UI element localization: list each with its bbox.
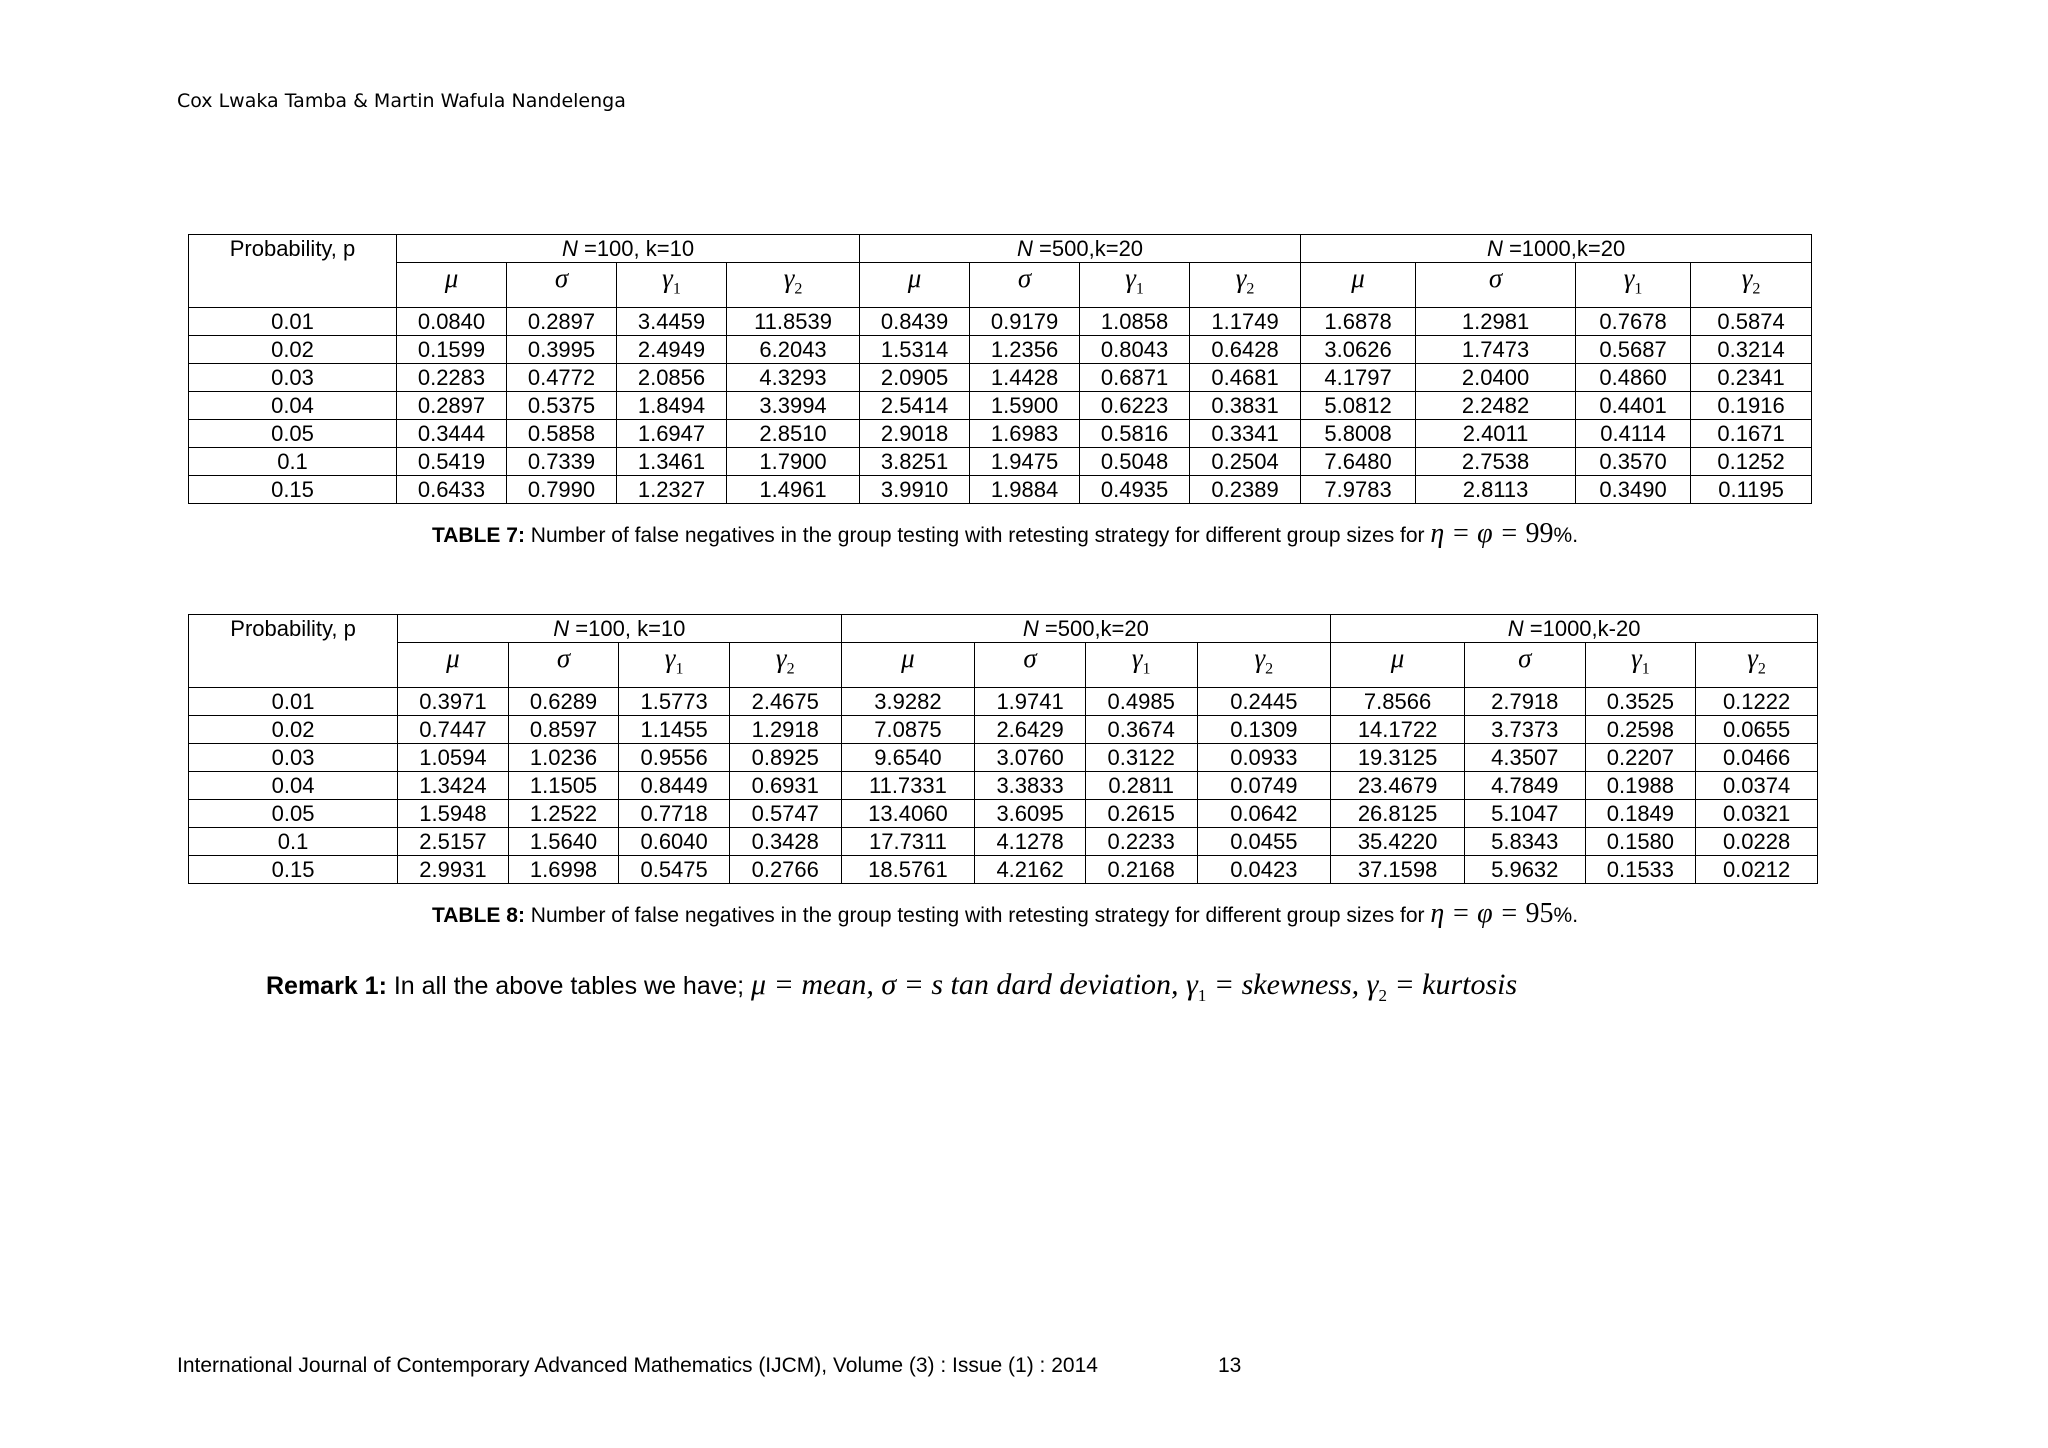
value-cell: 0.5858 — [507, 420, 617, 448]
value-cell: 0.3428 — [729, 828, 841, 856]
value-cell: 0.7339 — [507, 448, 617, 476]
value-cell: 1.9884 — [970, 476, 1080, 504]
value-cell: 0.2897 — [507, 308, 617, 336]
value-cell: 2.4949 — [617, 336, 727, 364]
value-cell: 4.2162 — [975, 856, 1086, 884]
value-cell: 2.2482 — [1416, 392, 1576, 420]
value-cell: 0.6871 — [1080, 364, 1190, 392]
value-cell: 1.0858 — [1080, 308, 1190, 336]
sigma-header: σ — [975, 643, 1086, 688]
group-header: N =100, k=10 — [397, 235, 860, 263]
gamma1-header: $\gamma_1$ — [619, 643, 730, 688]
value-cell: 2.8113 — [1416, 476, 1576, 504]
value-cell: 2.5414 — [860, 392, 970, 420]
value-cell: 0.1222 — [1696, 688, 1818, 716]
table-7 — [188, 234, 1812, 504]
value-cell: 0.4401 — [1576, 392, 1691, 420]
sigma-header: σ — [1464, 643, 1585, 688]
value-cell: 6.2043 — [727, 336, 860, 364]
value-cell: 0.4860 — [1576, 364, 1691, 392]
value-cell: 1.5948 — [398, 800, 509, 828]
value-cell: 0.1599 — [397, 336, 507, 364]
value-cell: 0.3995 — [507, 336, 617, 364]
value-cell: 1.2522 — [508, 800, 619, 828]
value-cell: 1.8494 — [617, 392, 727, 420]
value-cell: 1.6983 — [970, 420, 1080, 448]
value-cell: 11.7331 — [841, 772, 975, 800]
value-cell: 4.3293 — [727, 364, 860, 392]
value-cell: 5.8343 — [1464, 828, 1585, 856]
value-cell: 37.1598 — [1331, 856, 1465, 884]
value-cell: 1.1505 — [508, 772, 619, 800]
value-cell: 0.1988 — [1585, 772, 1696, 800]
value-cell: 7.8566 — [1331, 688, 1465, 716]
gamma2-header: $\gamma_2$ — [729, 643, 841, 688]
value-cell: 0.3831 — [1190, 392, 1301, 420]
probability-cell: 0.04 — [189, 392, 397, 420]
value-cell: 1.0594 — [398, 744, 509, 772]
value-cell: 0.2445 — [1197, 688, 1331, 716]
table-8 — [188, 614, 1818, 884]
value-cell: 0.2341 — [1691, 364, 1812, 392]
value-cell: 0.2811 — [1085, 772, 1197, 800]
value-cell: 0.0466 — [1696, 744, 1818, 772]
value-cell: 0.1533 — [1585, 856, 1696, 884]
value-cell: 0.3570 — [1576, 448, 1691, 476]
value-cell: 0.4114 — [1576, 420, 1691, 448]
value-cell: 2.0905 — [860, 364, 970, 392]
value-cell: 18.5761 — [841, 856, 975, 884]
value-cell: 1.3461 — [617, 448, 727, 476]
value-cell: 1.7473 — [1416, 336, 1576, 364]
value-cell: 0.1580 — [1585, 828, 1696, 856]
value-cell: 1.0236 — [508, 744, 619, 772]
gamma2-header: $\gamma_2$ — [1197, 643, 1331, 688]
value-cell: 0.3525 — [1585, 688, 1696, 716]
table-8-caption: TABLE 8: Number of false negatives in the group testing with retesting strategy for different group sizes for η = φ = 95%. — [432, 898, 1579, 929]
value-cell: 0.0212 — [1696, 856, 1818, 884]
gamma1-header: $\gamma_1$ — [1080, 263, 1190, 308]
value-cell: 1.5314 — [860, 336, 970, 364]
value-cell: 0.3490 — [1576, 476, 1691, 504]
value-cell: 0.8449 — [619, 772, 730, 800]
value-cell: 0.5375 — [507, 392, 617, 420]
value-cell: 5.1047 — [1464, 800, 1585, 828]
group-header: N =1000,k-20 — [1331, 615, 1818, 643]
gamma1-header: $\gamma_1$ — [1085, 643, 1197, 688]
value-cell: 2.6429 — [975, 716, 1086, 744]
table-8-body — [189, 688, 1818, 884]
value-cell: 0.2283 — [397, 364, 507, 392]
value-cell: 0.8043 — [1080, 336, 1190, 364]
gamma2-header: $\gamma_2$ — [1696, 643, 1818, 688]
probability-cell: 0.15 — [189, 476, 397, 504]
value-cell: 0.3122 — [1085, 744, 1197, 772]
value-cell: 0.5687 — [1576, 336, 1691, 364]
value-cell: 0.6223 — [1080, 392, 1190, 420]
table-row — [189, 772, 1818, 800]
value-cell: 1.6878 — [1301, 308, 1416, 336]
mu-header: μ — [860, 263, 970, 308]
probability-cell: 0.02 — [189, 336, 397, 364]
value-cell: 13.4060 — [841, 800, 975, 828]
value-cell: 0.2897 — [397, 392, 507, 420]
value-cell: 19.3125 — [1331, 744, 1465, 772]
table-row — [189, 800, 1818, 828]
value-cell: 2.5157 — [398, 828, 509, 856]
value-cell: 2.9931 — [398, 856, 509, 884]
value-cell: 0.2766 — [729, 856, 841, 884]
value-cell: 3.0760 — [975, 744, 1086, 772]
value-cell: 4.1797 — [1301, 364, 1416, 392]
value-cell: 5.9632 — [1464, 856, 1585, 884]
sigma-header: σ — [507, 263, 617, 308]
value-cell: 0.6433 — [397, 476, 507, 504]
value-cell: 4.7849 — [1464, 772, 1585, 800]
value-cell: 1.9741 — [975, 688, 1086, 716]
value-cell: 0.1252 — [1691, 448, 1812, 476]
value-cell: 14.1722 — [1331, 716, 1465, 744]
value-cell: 7.6480 — [1301, 448, 1416, 476]
value-cell: 1.4428 — [970, 364, 1080, 392]
gamma2-header: $\gamma_2$ — [727, 263, 860, 308]
value-cell: 0.0374 — [1696, 772, 1818, 800]
value-cell: 7.9783 — [1301, 476, 1416, 504]
value-cell: 0.2207 — [1585, 744, 1696, 772]
gamma1-header: $\gamma_1$ — [617, 263, 727, 308]
value-cell: 3.4459 — [617, 308, 727, 336]
value-cell: 0.5747 — [729, 800, 841, 828]
value-cell: 1.5773 — [619, 688, 730, 716]
value-cell: 1.6947 — [617, 420, 727, 448]
value-cell: 7.0875 — [841, 716, 975, 744]
value-cell: 2.4011 — [1416, 420, 1576, 448]
table-row — [189, 828, 1818, 856]
value-cell: 0.5048 — [1080, 448, 1190, 476]
value-cell: 35.4220 — [1331, 828, 1465, 856]
value-cell: 0.5419 — [397, 448, 507, 476]
value-cell: 3.0626 — [1301, 336, 1416, 364]
value-cell: 2.7918 — [1464, 688, 1585, 716]
value-cell: 0.9556 — [619, 744, 730, 772]
value-cell: 0.7447 — [398, 716, 509, 744]
probability-header: Probability, p — [189, 615, 398, 688]
probability-cell: 0.1 — [189, 828, 398, 856]
table-7-caption: TABLE 7: Number of false negatives in the group testing with retesting strategy for different group sizes for η = φ = 99%. — [432, 518, 1579, 549]
table-row — [189, 744, 1818, 772]
page-number: 13 — [1218, 1354, 1242, 1377]
value-cell: 0.5874 — [1691, 308, 1812, 336]
sigma-header: σ — [508, 643, 619, 688]
running-head-authors: Cox Lwaka Tamba & Martin Wafula Nandelenga — [177, 90, 626, 112]
value-cell: 0.7990 — [507, 476, 617, 504]
value-cell: 0.0455 — [1197, 828, 1331, 856]
probability-cell: 0.01 — [189, 688, 398, 716]
value-cell: 0.8597 — [508, 716, 619, 744]
value-cell: 0.3971 — [398, 688, 509, 716]
remark-1: Remark 1: In all the above tables we have; μ = mean, σ = s tan dard deviation, $\gamma_1$ = skewness, $\gamma_2$ = kurtosis — [266, 968, 1518, 1005]
value-cell: 2.4675 — [729, 688, 841, 716]
value-cell: 3.3994 — [727, 392, 860, 420]
value-cell: 0.7718 — [619, 800, 730, 828]
value-cell: 0.0933 — [1197, 744, 1331, 772]
value-cell: 0.3214 — [1691, 336, 1812, 364]
value-cell: 1.7900 — [727, 448, 860, 476]
probability-cell: 0.1 — [189, 448, 397, 476]
value-cell: 1.2327 — [617, 476, 727, 504]
value-cell: 0.1671 — [1691, 420, 1812, 448]
value-cell: 3.3833 — [975, 772, 1086, 800]
mu-header: μ — [1331, 643, 1465, 688]
value-cell: 0.3674 — [1085, 716, 1197, 744]
value-cell: 3.9910 — [860, 476, 970, 504]
value-cell: 0.7678 — [1576, 308, 1691, 336]
value-cell: 0.2615 — [1085, 800, 1197, 828]
value-cell: 0.2233 — [1085, 828, 1197, 856]
value-cell: 1.2981 — [1416, 308, 1576, 336]
table-row — [189, 448, 1812, 476]
value-cell: 0.9179 — [970, 308, 1080, 336]
sigma-header: σ — [1416, 263, 1576, 308]
value-cell: 0.6040 — [619, 828, 730, 856]
table-row — [189, 336, 1812, 364]
probability-cell: 0.03 — [189, 744, 398, 772]
table-row — [189, 420, 1812, 448]
value-cell: 0.6289 — [508, 688, 619, 716]
table-row — [189, 688, 1818, 716]
value-cell: 0.1916 — [1691, 392, 1812, 420]
value-cell: 11.8539 — [727, 308, 860, 336]
value-cell: 0.0321 — [1696, 800, 1818, 828]
probability-header: Probability, p — [189, 235, 397, 308]
mu-header: μ — [841, 643, 975, 688]
value-cell: 3.9282 — [841, 688, 975, 716]
value-cell: 1.4961 — [727, 476, 860, 504]
value-cell: 2.7538 — [1416, 448, 1576, 476]
gamma1-header: $\gamma_1$ — [1585, 643, 1696, 688]
value-cell: 0.1309 — [1197, 716, 1331, 744]
probability-cell: 0.02 — [189, 716, 398, 744]
value-cell: 26.8125 — [1331, 800, 1465, 828]
group-header: N =500,k=20 — [860, 235, 1301, 263]
value-cell: 5.8008 — [1301, 420, 1416, 448]
probability-cell: 0.01 — [189, 308, 397, 336]
value-cell: 0.4985 — [1085, 688, 1197, 716]
value-cell: 1.9475 — [970, 448, 1080, 476]
gamma2-header: $\gamma_2$ — [1691, 263, 1812, 308]
value-cell: 1.2918 — [729, 716, 841, 744]
value-cell: 0.8439 — [860, 308, 970, 336]
value-cell: 23.4679 — [1331, 772, 1465, 800]
table-row — [189, 364, 1812, 392]
value-cell: 0.2168 — [1085, 856, 1197, 884]
value-cell: 0.3444 — [397, 420, 507, 448]
value-cell: 0.0228 — [1696, 828, 1818, 856]
value-cell: 0.0840 — [397, 308, 507, 336]
value-cell: 5.0812 — [1301, 392, 1416, 420]
table-row — [189, 856, 1818, 884]
value-cell: 0.5816 — [1080, 420, 1190, 448]
mu-header: μ — [398, 643, 509, 688]
value-cell: 1.1749 — [1190, 308, 1301, 336]
probability-cell: 0.03 — [189, 364, 397, 392]
value-cell: 4.3507 — [1464, 744, 1585, 772]
value-cell: 0.0655 — [1696, 716, 1818, 744]
journal-footer: International Journal of Contemporary Advanced Mathematics (IJCM), Volume (3) : Issue (1) : 2014 — [177, 1354, 1098, 1377]
value-cell: 0.2504 — [1190, 448, 1301, 476]
probability-cell: 0.15 — [189, 856, 398, 884]
value-cell: 0.5475 — [619, 856, 730, 884]
value-cell: 17.7311 — [841, 828, 975, 856]
value-cell: 4.1278 — [975, 828, 1086, 856]
mu-header: μ — [397, 263, 507, 308]
value-cell: 0.0642 — [1197, 800, 1331, 828]
value-cell: 1.5900 — [970, 392, 1080, 420]
value-cell: 3.8251 — [860, 448, 970, 476]
value-cell: 0.2598 — [1585, 716, 1696, 744]
value-cell: 2.0856 — [617, 364, 727, 392]
value-cell: 0.0423 — [1197, 856, 1331, 884]
value-cell: 0.1849 — [1585, 800, 1696, 828]
value-cell: 2.9018 — [860, 420, 970, 448]
value-cell: 0.8925 — [729, 744, 841, 772]
group-header: N =500,k=20 — [841, 615, 1331, 643]
value-cell: 0.4681 — [1190, 364, 1301, 392]
value-cell: 0.3341 — [1190, 420, 1301, 448]
probability-cell: 0.05 — [189, 420, 397, 448]
value-cell: 1.3424 — [398, 772, 509, 800]
value-cell: 0.1195 — [1691, 476, 1812, 504]
value-cell: 0.4935 — [1080, 476, 1190, 504]
value-cell: 1.5640 — [508, 828, 619, 856]
value-cell: 3.6095 — [975, 800, 1086, 828]
group-header: N =100, k=10 — [398, 615, 841, 643]
table-row — [189, 392, 1812, 420]
gamma2-header: $\gamma_2$ — [1190, 263, 1301, 308]
group-header: N =1000,k=20 — [1301, 235, 1812, 263]
probability-cell: 0.05 — [189, 800, 398, 828]
value-cell: 0.2389 — [1190, 476, 1301, 504]
value-cell: 2.8510 — [727, 420, 860, 448]
value-cell: 0.0749 — [1197, 772, 1331, 800]
table-7-body — [189, 308, 1812, 504]
probability-cell: 0.04 — [189, 772, 398, 800]
mu-header: μ — [1301, 263, 1416, 308]
value-cell: 1.6998 — [508, 856, 619, 884]
table-row — [189, 716, 1818, 744]
sigma-header: σ — [970, 263, 1080, 308]
value-cell: 1.1455 — [619, 716, 730, 744]
value-cell: 2.0400 — [1416, 364, 1576, 392]
value-cell: 0.6931 — [729, 772, 841, 800]
gamma1-header: $\gamma_1$ — [1576, 263, 1691, 308]
table-row — [189, 476, 1812, 504]
value-cell: 3.7373 — [1464, 716, 1585, 744]
value-cell: 1.2356 — [970, 336, 1080, 364]
value-cell: 0.6428 — [1190, 336, 1301, 364]
value-cell: 0.4772 — [507, 364, 617, 392]
value-cell: 9.6540 — [841, 744, 975, 772]
table-row — [189, 308, 1812, 336]
